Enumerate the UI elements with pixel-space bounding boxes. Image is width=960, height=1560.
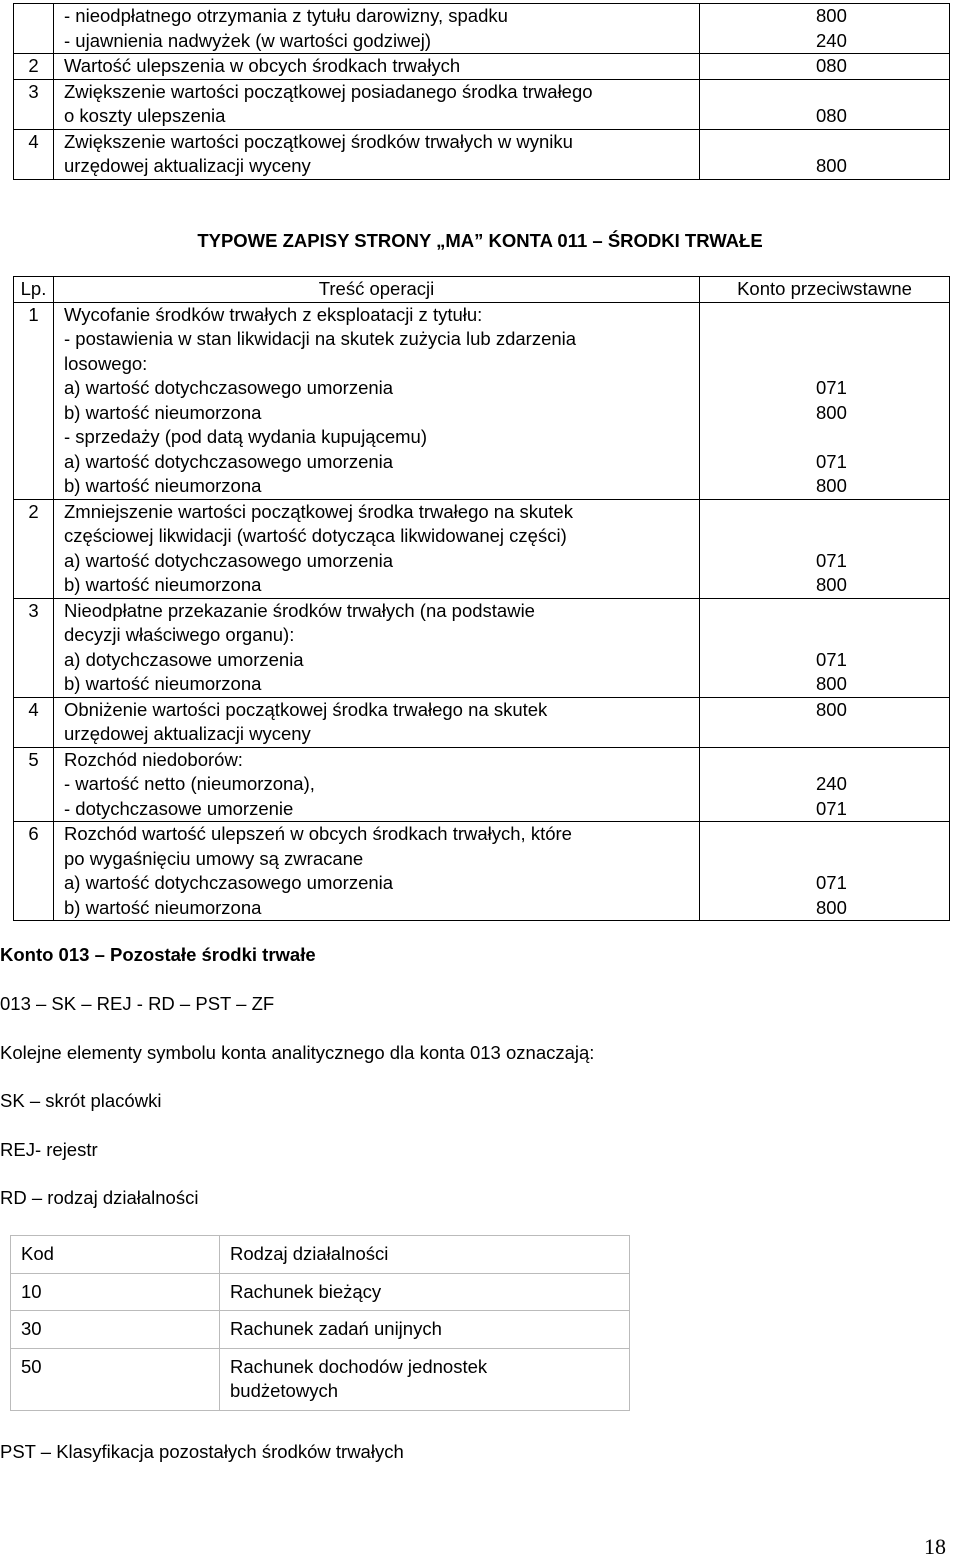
description-cell (54, 697, 700, 747)
description-cell (54, 54, 700, 80)
section-heading: TYPOWE ZAPISY STRONY „MA” KONTA 011 – ŚRODKI TRWAŁE (197, 230, 763, 251)
lp-cell: 2 (14, 499, 54, 598)
table-row (14, 54, 950, 80)
account-value: 240 (816, 29, 847, 51)
description-cell (54, 79, 700, 129)
description-line: losowego: (64, 352, 148, 374)
description-cell (54, 302, 700, 499)
description-line: Zmniejszenie wartości początkowej środka trwałego na skutek (64, 500, 573, 522)
table-row (11, 1311, 630, 1349)
description-line: Obniżenie wartości początkowej środka trwałego na skutek (64, 698, 548, 720)
description-line: b) wartość nieumorzona (64, 896, 262, 918)
description-line: Zwiększenie wartości początkowej środków trwałych w wyniku (64, 130, 573, 152)
table-row (14, 4, 950, 54)
description-line: - postawienia w stan likwidacji na skutek zużycia lub zdarzenia (64, 328, 577, 349)
description-line: - ujawnienia nadwyżek (w wartości godziwej) (64, 29, 432, 51)
account-value (700, 425, 949, 450)
kod-cell: 30 (11, 1311, 220, 1349)
description-line: a) wartość dotychczasowego umorzenia (64, 450, 394, 472)
account-value (700, 748, 949, 773)
column-header-rodzaj: Rodzaj działalności (220, 1236, 630, 1274)
account-value (700, 822, 949, 847)
lp-cell: 4 (14, 129, 54, 179)
konto013-symbol: 013 – SK – REJ - RD – PST – ZF (0, 993, 275, 1014)
description-line: po wygaśnięciu umowy są zwracane (64, 847, 364, 869)
konto013-pst: PST – Klasyfikacja pozostałych środków trwałych (0, 1441, 404, 1462)
account-value: 800 (816, 698, 847, 720)
description-line: Wycofanie środków trwałych z eksploatacji z tytułu: (64, 303, 483, 325)
description-cell (54, 822, 700, 921)
description-line: Nieodpłatne przekazanie środków trwałych (na podstawie (64, 599, 535, 621)
table-row (11, 1273, 630, 1311)
table-row (14, 79, 950, 129)
table-row (14, 822, 950, 921)
description-line: Zwiększenie wartości początkowej posiadanego środka trwałego (64, 80, 593, 102)
account-value: 800 (816, 5, 847, 26)
account-cell (700, 54, 950, 80)
lp-cell: 4 (14, 697, 54, 747)
description-line: b) wartość nieumorzona (64, 401, 262, 423)
description-cell (54, 598, 700, 697)
account-value: 071 (816, 648, 847, 670)
description-line: - nieodpłatnego otrzymania z tytułu darowizny, spadku (64, 5, 508, 26)
kod-cell: 10 (11, 1273, 220, 1311)
description-cell (54, 747, 700, 822)
page-number: 18 (924, 1534, 946, 1559)
account-cell (700, 499, 950, 598)
konto013-intro: Kolejne elementy symbolu konta analitycznego dla konta 013 oznaczają: (0, 1042, 595, 1063)
description-cell (54, 129, 700, 179)
description-line: a) wartość dotychczasowego umorzenia (64, 872, 394, 893)
description-line: a) dotychczasowe umorzenia (64, 648, 304, 670)
account-cell (700, 822, 950, 921)
description-line: a) wartość dotychczasowego umorzenia (64, 549, 394, 571)
account-value: 800 (816, 574, 847, 595)
table-row (14, 747, 950, 822)
column-header-desc: Treść operacji (54, 277, 700, 303)
table-header-row (11, 1236, 630, 1274)
account-value: 071 (816, 450, 847, 472)
table-row (14, 697, 950, 747)
table-row (14, 302, 950, 499)
account-value: 800 (816, 475, 847, 496)
description-line: o koszty ulepszenia (64, 105, 226, 126)
account-value: 800 (816, 401, 847, 423)
table-row (11, 1348, 630, 1410)
kod-cell: 50 (11, 1348, 220, 1410)
account-value: 080 (816, 105, 847, 126)
description-line: decyzji właściwego organu): (64, 624, 295, 645)
account-value: 080 (816, 55, 847, 76)
rodzaj-text: Rachunek dochodów jednostek budżetowych (230, 1355, 488, 1401)
description-line: - dotychczasowe umorzenie (64, 797, 294, 819)
description-line: b) wartość nieumorzona (64, 475, 262, 496)
rodzaj-cell (220, 1348, 630, 1410)
description-line: urzędowej aktualizacji wyceny (64, 723, 311, 744)
account-cell (700, 79, 950, 129)
table-row (14, 129, 950, 179)
description-line: b) wartość nieumorzona (64, 574, 262, 595)
account-value (700, 599, 949, 624)
account-cell (700, 598, 950, 697)
column-header-lp: Lp. (14, 277, 54, 303)
table-row (14, 598, 950, 697)
account-cell (700, 129, 950, 179)
account-value (700, 524, 949, 549)
account-cell (700, 4, 950, 54)
account-value (700, 847, 949, 872)
description-line: Wartość ulepszenia w obcych środkach trwałych (64, 55, 461, 76)
account-value (700, 623, 949, 648)
description-line: Rozchód wartość ulepszeń w obcych środkach trwałych, które (64, 823, 572, 844)
account-value (700, 722, 949, 747)
lp-cell: 1 (14, 302, 54, 499)
description-line: częściowej likwidacji (wartość dotycząca likwidowanej części) (64, 525, 567, 546)
account-value: 071 (816, 872, 847, 893)
account-value (700, 303, 949, 328)
konto013-title: Konto 013 – Pozostałe środki trwałe (0, 944, 316, 965)
top-table (13, 3, 950, 180)
account-value: 240 (816, 773, 847, 794)
account-value: 071 (816, 549, 847, 571)
activity-type-table (10, 1235, 630, 1411)
table-row (14, 499, 950, 598)
account-value (700, 352, 949, 377)
lp-cell: 2 (14, 54, 54, 80)
description-line: Rozchód niedoborów: (64, 748, 243, 770)
description-line: a) wartość dotychczasowego umorzenia (64, 377, 394, 398)
description-line: b) wartość nieumorzona (64, 673, 262, 694)
table-header-row (14, 277, 950, 303)
column-header-acct: Konto przeciwstawne (700, 277, 950, 303)
rodzaj-cell: Rachunek zadań unijnych (220, 1311, 630, 1349)
description-cell (54, 4, 700, 54)
account-value: 800 (816, 673, 847, 694)
description-line: - wartość netto (nieumorzona), (64, 773, 315, 794)
account-value: 800 (816, 155, 847, 176)
lp-cell: 3 (14, 79, 54, 129)
rodzaj-cell: Rachunek bieżący (220, 1273, 630, 1311)
account-value: 071 (816, 377, 847, 398)
konto013-rd: RD – rodzaj działalności (0, 1187, 199, 1208)
account-value (700, 327, 949, 352)
description-cell (54, 499, 700, 598)
lp-cell: 5 (14, 747, 54, 822)
column-header-kod: Kod (11, 1236, 220, 1274)
account-cell (700, 302, 950, 499)
description-line: - sprzedaży (pod datą wydania kupującemu) (64, 426, 427, 447)
description-line: urzędowej aktualizacji wyceny (64, 155, 311, 176)
lp-cell (14, 4, 54, 54)
account-value: 800 (816, 896, 847, 918)
lp-cell: 3 (14, 598, 54, 697)
account-value: 071 (816, 797, 847, 819)
lp-cell: 6 (14, 822, 54, 921)
main-table-body (14, 302, 950, 921)
account-cell (700, 697, 950, 747)
account-value (700, 500, 949, 525)
konto013-sk: SK – skrót placówki (0, 1090, 162, 1111)
konto013-rej: REJ- rejestr (0, 1139, 98, 1160)
account-cell (700, 747, 950, 822)
main-table (13, 276, 950, 921)
